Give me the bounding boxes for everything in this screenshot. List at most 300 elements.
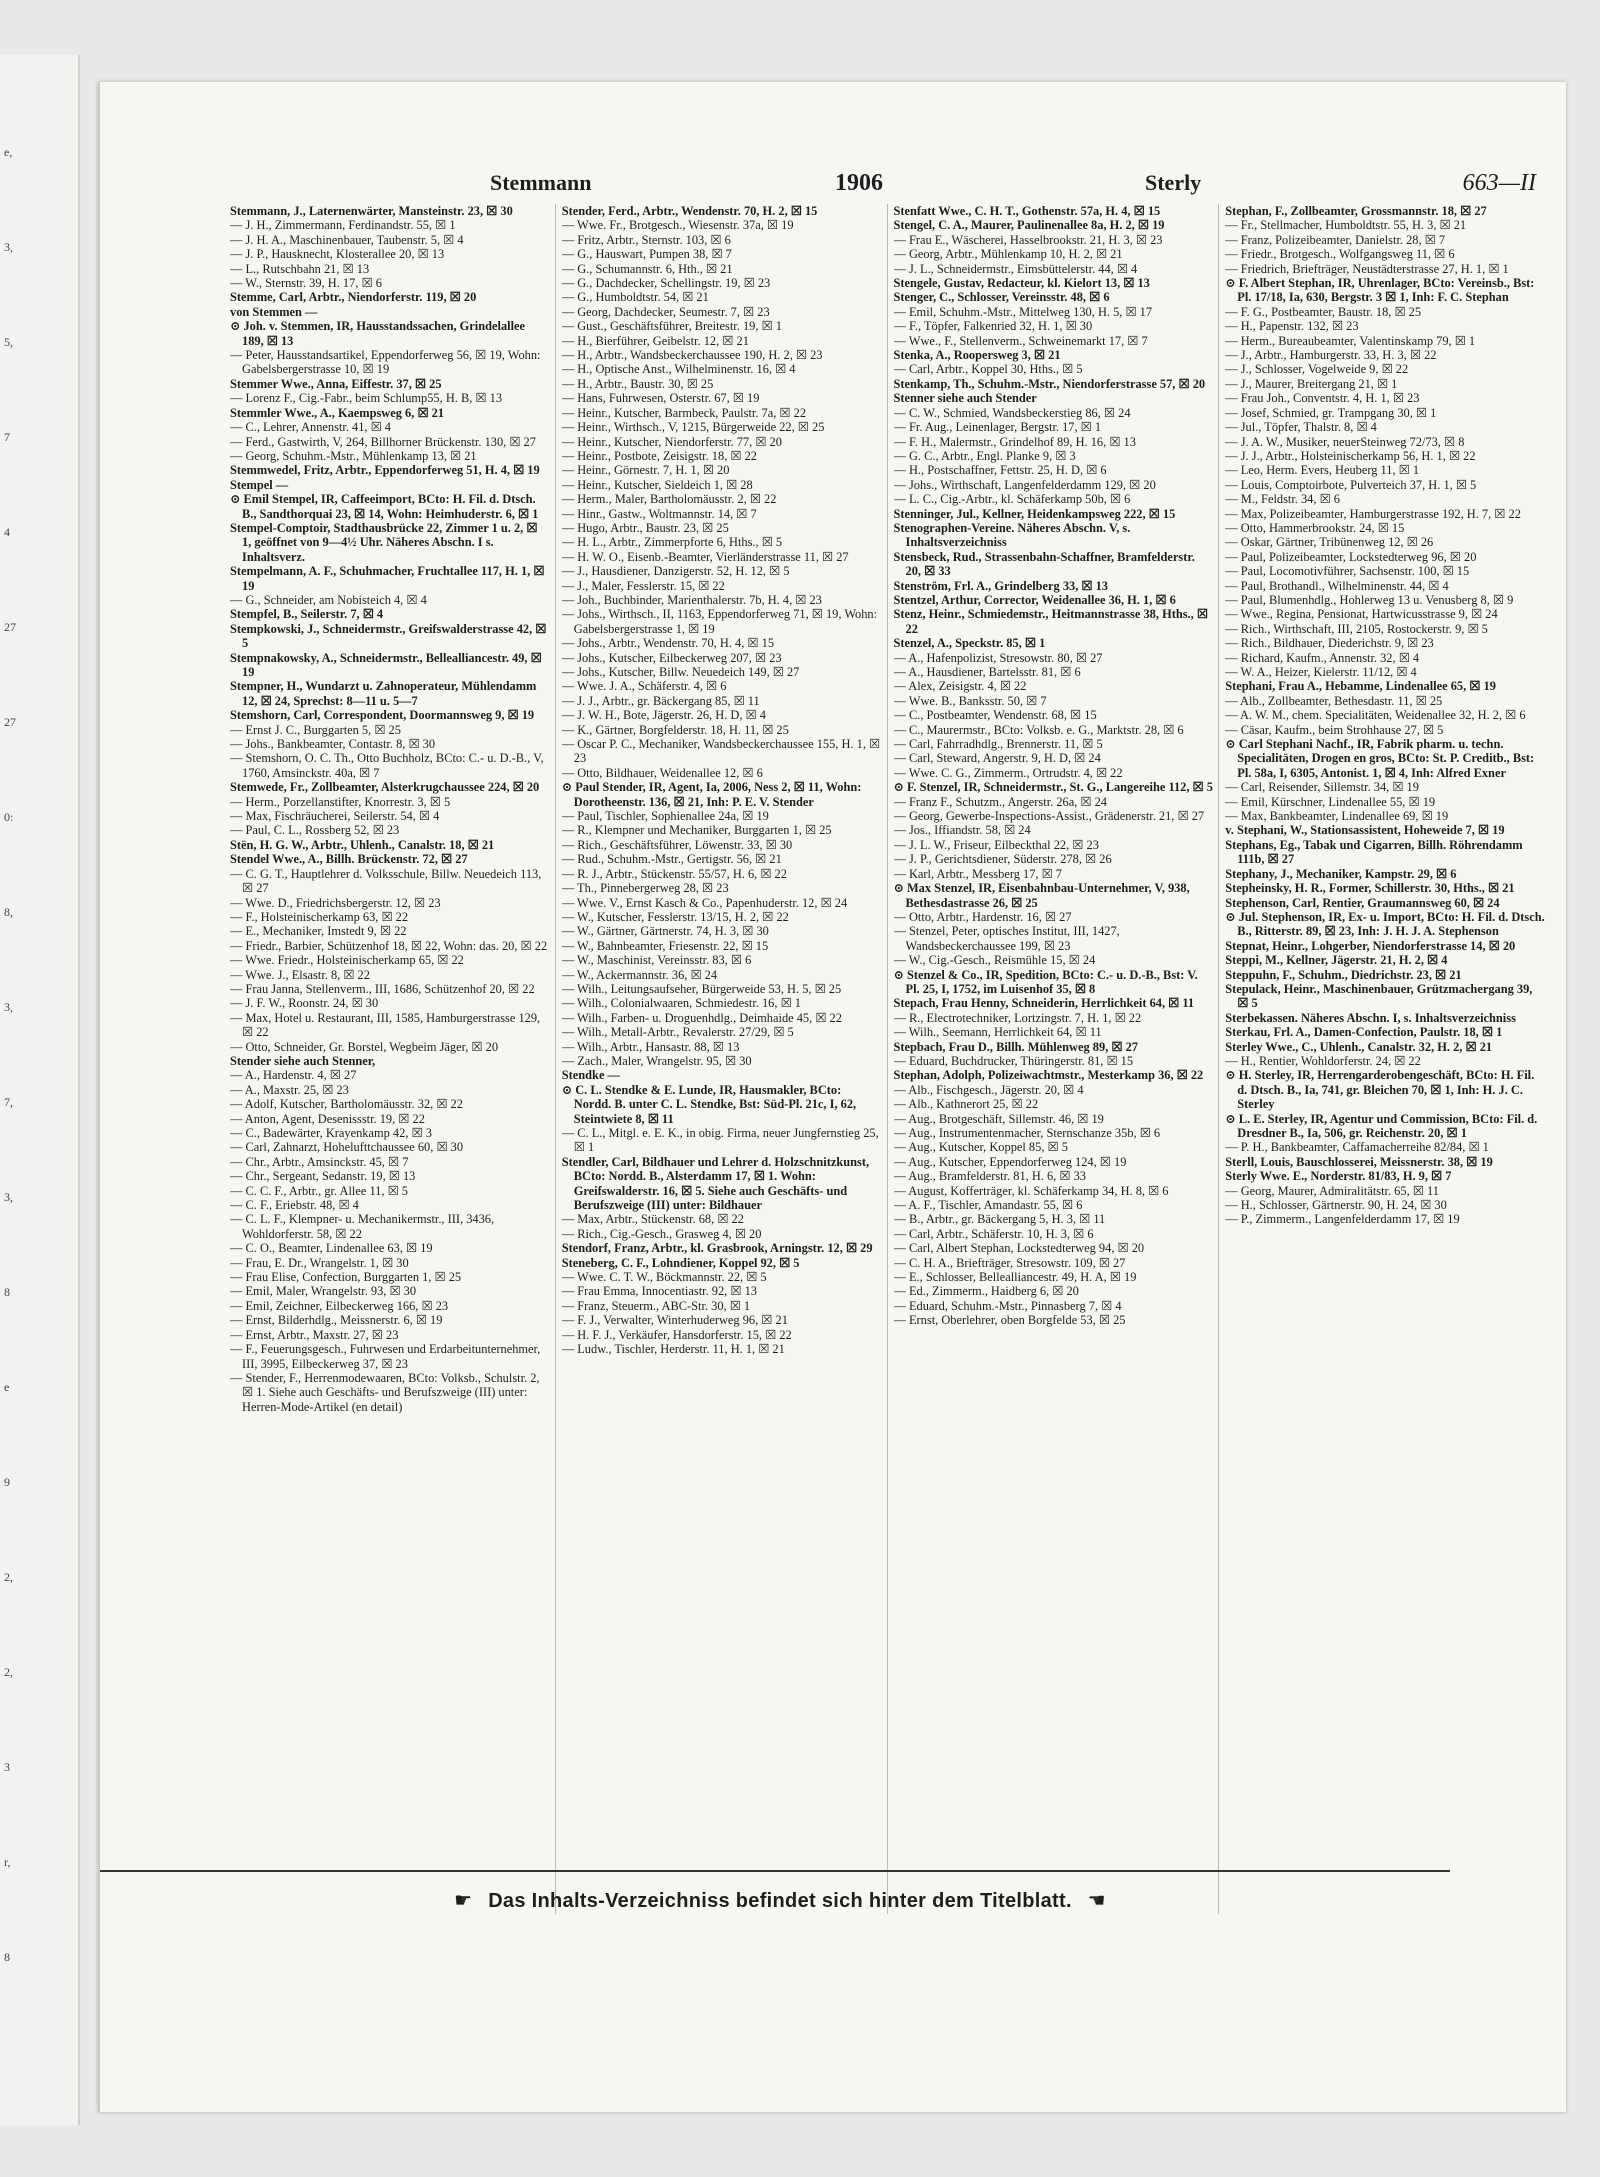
directory-entry: — F., Holsteinischerkamp 63, ☒ 22	[230, 909, 409, 924]
directory-entry: — Louis, Comptoirbote, Pulverteich 37, H. 1, ☒ 5	[1225, 477, 1477, 492]
directory-entry: Sterly Wwe. E., Norderstr. 81/83, H. 9, ☒ 7	[1225, 1169, 1452, 1184]
directory-entry: — Max, Fischräucherei, Seilerstr. 54, ☒ 4	[230, 809, 440, 824]
directory-entry: — Wwe. Fr., Brotgesch., Wiesenstr. 37a, ☒ 19	[561, 218, 794, 233]
directory-entry: — Aug., Bramfelderstr. 81, H. 6, ☒ 33	[893, 1169, 1086, 1184]
directory-entry: — Alb., Fischgesch., Jägerstr. 20, ☒ 4	[893, 1082, 1084, 1097]
adjacent-page-fragment: 3,	[4, 1190, 13, 1204]
directory-entry: ⊙ Jul. Stephenson, IR, Ex- u. Import, BCto: H. Fil. d. Dtsch. B., Ritterstr. 89, ☒ 23, Inh: J. H. J. A. Stephenson	[1225, 909, 1545, 939]
directory-entry: — A., Hafenpolizist, Stresowstr. 80, ☒ 27	[893, 650, 1103, 665]
directory-entry: — Friedr., Brotgesch., Wolfgangsweg 11, ☒ 6	[1225, 247, 1455, 262]
directory-entry: — Carl, Albert Stephan, Lockstedterweg 94, ☒ 20	[893, 1241, 1145, 1256]
directory-entry: — Georg, Gewerbe-Inspections-Assist., Grädenerstr. 21, ☒ 27	[893, 809, 1205, 824]
directory-entry: — F., Feuerungsgesch., Fuhrwesen und Erdarbeitunternehmer, III, 3995, Eilbeckerweg 37, ☒ 23	[230, 1342, 541, 1371]
adjacent-page-strip	[0, 55, 80, 2125]
directory-entry: — Ed., Zimmerm., Haidberg 6, ☒ 20	[893, 1284, 1079, 1299]
footer-note	[330, 1888, 1230, 1913]
directory-entry: — M., Feldstr. 34, ☒ 6	[1225, 492, 1340, 507]
directory-entry: — Carl, Steward, Angerstr. 9, H. D, ☒ 24	[893, 751, 1101, 766]
adjacent-page-fragment: r,	[4, 1855, 11, 1869]
directory-entry: Stendke —	[561, 1068, 620, 1083]
directory-entry: — Wwe. D., Friedrichsbergerstr. 12, ☒ 23	[230, 895, 441, 910]
adjacent-page-fragment: 2,	[4, 1665, 13, 1679]
directory-entry: — Frau Elise, Confection, Burggarten 1, ☒ 25	[230, 1270, 462, 1285]
directory-entry: Stemmwedel, Fritz, Arbtr., Eppendorferweg 51, H. 4, ☒ 19	[230, 463, 540, 478]
header-right-keyword: Sterly	[1145, 170, 1202, 195]
directory-entry: — J. J., Arbtr., gr. Bäckergang 85, ☒ 11	[561, 693, 760, 708]
header-left-keyword: Stemmann	[490, 170, 592, 195]
directory-entry: — Wilh., Colonialwaaren, Schmiedestr. 16, ☒ 1	[561, 996, 801, 1011]
directory-entry: — Johs., Arbtr., Wendenstr. 70, H. 4, ☒ 15	[561, 636, 775, 651]
directory-entry: — H., Bierführer, Geibelstr. 12, ☒ 21	[561, 333, 749, 348]
directory-entry: — C., Postbeamter, Wendenstr. 68, ☒ 15	[893, 708, 1097, 723]
directory-entry: ⊙ Carl Stephani Nachf., IR, Fabrik pharm. u. techn. Specialitäten, Drogen en gros, BCto: St. P. Creditb., Bst: Pl. 58a, I, 6305, Antonist. 1, ☒ 4, Inh: Alfred Exner	[1225, 737, 1535, 780]
directory-entry: — Max, Arbtr., Stückenstr. 68, ☒ 22	[561, 1212, 744, 1227]
directory-entry: Stemmler Wwe., A., Kaempsweg 6, ☒ 21	[230, 405, 445, 420]
directory-entry: — Karl, Arbtr., Messberg 17, ☒ 7	[893, 866, 1063, 881]
directory-entry: Sterley Wwe., C., Uhlenh., Canalstr. 32, H. 2, ☒ 21	[1225, 1039, 1493, 1054]
directory-entry: — J., Arbtr., Hamburgerstr. 33, H. 3, ☒ 22	[1225, 348, 1437, 363]
directory-entry: — Aug., Instrumentenmacher, Sternschanze 35b, ☒ 6	[893, 1126, 1161, 1140]
directory-entry: — Paul, Locomotivführer, Sachsenstr. 100, ☒ 15	[1225, 564, 1470, 579]
directory-entry: ⊙ Joh. v. Stemmen, IR, Hausstandssachen, Grindelallee 189, ☒ 13	[230, 319, 526, 348]
directory-entry: — J. P., Hausknecht, Klosterallee 20, ☒ 13	[230, 247, 445, 262]
directory-entry: — Wwe. J., Elsastr. 8, ☒ 22	[230, 967, 370, 982]
directory-entry: — Otto, Schneider, Gr. Borstel, Wegbeim Jäger, ☒ 20	[230, 1039, 499, 1054]
directory-entry: — Zach., Maler, Wrangelstr. 95, ☒ 30	[561, 1053, 752, 1068]
adjacent-page-fragment: 3,	[4, 240, 13, 254]
directory-entry: Stephan, F., Zollbeamter, Grossmannstr. 18, ☒ 27	[1225, 204, 1487, 218]
directory-entry: — J., Hausdiener, Danzigerstr. 52, H. 12, ☒ 5	[561, 564, 790, 579]
directory-entry: — Georg, Maurer, Admiralitätstr. 65, ☒ 11	[1225, 1183, 1439, 1198]
directory-entry: Stempel —	[230, 477, 289, 492]
directory-entry: — J. A. W., Musiker, neuerSteinweg 72/73, ☒ 8	[1225, 434, 1465, 449]
directory-entry: Stenzel, A., Speckstr. 85, ☒ 1	[893, 636, 1046, 651]
directory-entry: — Eduard, Schuhm.-Mstr., Pinnasberg 7, ☒ 4	[893, 1298, 1122, 1313]
directory-entry: — J., Schlosser, Vogelweide 9, ☒ 22	[1225, 362, 1409, 377]
directory-entry: — F. H., Malermstr., Grindelhof 89, H. 16, ☒ 13	[893, 434, 1136, 449]
directory-entry: — Hans, Fuhrwesen, Osterstr. 67, ☒ 19	[561, 391, 760, 406]
directory-entry: — P., Zimmerm., Langenfelderdamm 17, ☒ 19	[1225, 1212, 1460, 1227]
directory-entry: — E., Mechaniker, Imstedt 9, ☒ 22	[230, 924, 407, 939]
directory-entry: Stentzel, Arthur, Corrector, Weidenallee 36, H. 1, ☒ 6	[893, 592, 1176, 607]
directory-entry: Stender siehe auch Stenner,	[230, 1053, 376, 1068]
directory-entry: — Jul., Töpfer, Thalstr. 8, ☒ 4	[1225, 420, 1377, 435]
directory-entry: — W., Ackermannstr. 36, ☒ 24	[561, 967, 718, 982]
directory-entry: — J. L. W., Friseur, Eilbeckthal 22, ☒ 23	[893, 837, 1099, 852]
directory-entry: — Leo, Herm. Evers, Heuberg 11, ☒ 1	[1225, 463, 1420, 478]
directory-entry: — Johs., Bankbeamter, Contastr. 8, ☒ 30	[230, 737, 436, 752]
directory-entry: — Wilh., Leitungsaufseher, Bürgerweide 53, H. 5, ☒ 25	[561, 981, 842, 996]
directory-page	[98, 82, 1566, 2112]
directory-entry: — Max, Bankbeamter, Lindenallee 69, ☒ 19	[1225, 809, 1449, 824]
directory-entry: — Paul, Brothandl., Wilhelminenstr. 44, ☒ 4	[1225, 578, 1449, 593]
directory-entry: ⊙ Emil Stempel, IR, Caffeeimport, BCto: H. Fil. d. Dtsch. B., Sandthorquai 23, ☒ 14, Wohn: Heimhuderstr. 6, ☒ 1	[230, 492, 539, 521]
directory-entry: — Alex, Zeisigstr. 4, ☒ 22	[893, 679, 1027, 694]
directory-entry: — Franz F., Schutzm., Angerstr. 26a, ☒ 24	[893, 794, 1108, 809]
directory-entry: Stenninger, Jul., Kellner, Heidenkampsweg 222, ☒ 15	[893, 506, 1176, 521]
adjacent-page-fragment: 4	[4, 525, 10, 539]
pointing-hand-right-icon: ☚	[1087, 1890, 1106, 1912]
directory-entry: — W., Bahnbeamter, Friesenstr. 22, ☒ 15	[561, 938, 769, 953]
directory-entry: — W., Maschinist, Vereinsstr. 83, ☒ 6	[561, 953, 752, 968]
directory-entry: — Wwe. B., Banksstr. 50, ☒ 7	[893, 693, 1047, 708]
directory-entry: — W., Gärtner, Gärtnerstr. 74, H. 3, ☒ 30	[561, 924, 769, 939]
directory-entry: — J. L., Schneidermstr., Eimsbüttelerstr. 44, ☒ 4	[893, 261, 1138, 276]
directory-entry: — K., Gärtner, Borgfelderstr. 18, H. 11, ☒ 25	[561, 722, 789, 737]
directory-entry: — Ernst, Arbtr., Maxstr. 27, ☒ 23	[230, 1327, 399, 1342]
directory-entry: — C., Maurermstr., BCto: Volksb. e. G., Marktstr. 28, ☒ 6	[893, 722, 1184, 737]
directory-entry: — Th., Pinnebergerweg 28, ☒ 23	[561, 881, 729, 896]
directory-entry: — Friedrich, Briefträger, Neustädterstrasse 27, H. 1, ☒ 1	[1225, 261, 1509, 276]
directory-entry: — Peter, Hausstandsartikel, Eppendorferweg 56, ☒ 19, Wohn: Gabelsbergerstrasse 10, ☒ 19	[230, 348, 541, 377]
directory-entry: — Max, Polizeibeamter, Hamburgerstrasse 192, H. 7, ☒ 22	[1225, 506, 1521, 521]
directory-entry: Stephani, Frau A., Hebamme, Lindenallee 65, ☒ 19	[1225, 679, 1496, 694]
directory-entry: — Johs., Wirthsch., II, 1163, Eppendorferweg 71, ☒ 19, Wohn: Gabelsbergerstrasse 1, ☒ 19	[561, 607, 878, 636]
directory-entry: — Paul, Tischler, Sophienallee 24a, ☒ 19	[561, 809, 769, 824]
directory-entry: — W., Cig.-Gesch., Reismühle 15, ☒ 24	[893, 953, 1096, 968]
adjacent-page-fragment: e	[4, 1380, 10, 1394]
directory-entry: — Frau E., Wäscherei, Hasselbrookstr. 21, H. 3, ☒ 23	[893, 232, 1163, 247]
directory-entry: — P. H., Bankbeamter, Caffamacherreihe 82/84, ☒ 1	[1225, 1140, 1489, 1155]
directory-entry: Sterkau, Frl. A., Damen-Confection, Paulstr. 18, ☒ 1	[1225, 1025, 1503, 1040]
directory-entry: Stempel-Comptoir, Stadthausbrücke 22, Zimmer 1 u. 2, ☒ 1, geöffnet von 9—4½ Uhr. Näheres Abschn. I s. Inhaltsverz.	[230, 520, 538, 564]
column-1	[230, 204, 556, 1914]
directory-entry: — Chr., Sergeant, Sedanstr. 19, ☒ 13	[230, 1169, 416, 1184]
directory-entry: — Heinr., Wirthsch., V, 1215, Bürgerweide 22, ☒ 25	[561, 420, 825, 435]
directory-entry: — F., Töpfer, Falkenried 32, H. 1, ☒ 30	[893, 319, 1093, 334]
directory-entry: — W. A., Heizer, Kielerstr. 11/12, ☒ 4	[1225, 665, 1417, 679]
directory-entry: — Wwe., Regina, Pensionat, Hartwicusstrasse 9, ☒ 24	[1225, 607, 1498, 622]
column-2	[562, 204, 888, 1914]
directory-entry: Stenographen-Vereine. Näheres Abschn. V, s. Inhaltsverzeichniss	[893, 520, 1131, 550]
directory-entry: — C., Badewärter, Krayenkamp 42, ☒ 3	[230, 1126, 432, 1140]
column-4	[1225, 204, 1550, 1914]
adjacent-page-fragment: 3,	[4, 1000, 13, 1014]
directory-entry: Stepheinsky, H. R., Former, Schillerstr. 30, Hths., ☒ 21	[1225, 881, 1515, 896]
directory-entry: — G., Hauswart, Pumpen 38, ☒ 7	[561, 247, 732, 262]
directory-entry: Stemmer Wwe., Anna, Eiffestr. 37, ☒ 25	[230, 376, 442, 391]
directory-entry: — Oskar, Gärtner, Tribünenweg 12, ☒ 26	[1225, 535, 1434, 550]
directory-entry: Stepulack, Heinr., Maschinenbauer, Grützmachergang 39, ☒ 5	[1225, 981, 1533, 1011]
directory-entry: — Fr., Stellmacher, Humboldtstr. 55, H. 3, ☒ 21	[1225, 218, 1467, 233]
directory-entry: — Joh., Buchbinder, Marienthalerstr. 7b, H. 4, ☒ 23	[561, 592, 822, 607]
directory-entry: — J. H. A., Maschinenbauer, Taubenstr. 5, ☒ 4	[230, 232, 464, 247]
directory-entry: ⊙ C. L. Stendke & E. Lunde, IR, Hausmakler, BCto: Nordd. B. unter C. L. Stendke, Bst: Süd-Pl. 21c, I, 62, Steintwiete 8, ☒ 11	[561, 1082, 857, 1126]
directory-entry: — Frau Emma, Innocentiastr. 92, ☒ 13	[561, 1284, 757, 1299]
directory-entry: — C. L. F., Klempner- u. Mechanikermstr., III, 3436, Wohldorferstr. 58, ☒ 22	[230, 1212, 495, 1241]
directory-entry: — Aug., Kutscher, Eppendorferweg 124, ☒ 19	[893, 1154, 1127, 1169]
directory-entry: v. Stephani, W., Stationsassistent, Hoheweide 7, ☒ 19	[1225, 823, 1505, 838]
directory-entry: Steppuhn, F., Schuhm., Diedrichstr. 23, ☒ 21	[1225, 967, 1462, 982]
directory-entry: Stephany, J., Mechaniker, Kampstr. 29, ☒ 6	[1225, 866, 1457, 881]
directory-entry: ⊙ Max Stenzel, IR, Eisenbahnbau-Unternehmer, V, 938, Bethesdastrasse 26, ☒ 25	[893, 881, 1190, 910]
directory-entry: — Georg, Arbtr., Mühlenkamp 10, H. 2, ☒ 21	[893, 247, 1123, 262]
adjacent-page-fragment: 3	[4, 1760, 10, 1774]
directory-entry: — J., Maler, Fesslerstr. 15, ☒ 22	[561, 578, 725, 593]
directory-entry: — Otto, Hammerbrookstr. 24, ☒ 15	[1225, 520, 1405, 535]
directory-entry: — Carl, Reisender, Sillemstr. 34, ☒ 19	[1225, 780, 1419, 795]
directory-entry: — G., Dachdecker, Schellingstr. 19, ☒ 23	[561, 276, 771, 291]
directory-entry: Stenz, Heinr., Schmiedemstr., Heitmannstrasse 38, Hths., ☒ 22	[893, 607, 1208, 636]
directory-entry: — Franz, Steuerm., ABC-Str. 30, ☒ 1	[561, 1298, 751, 1313]
adjacent-page-fragment: 8,	[4, 905, 13, 919]
directory-entry: — Jos., Iffiandstr. 58, ☒ 24	[893, 823, 1031, 838]
directory-entry: — Heinr., Görnestr. 7, H. 1, ☒ 20	[561, 463, 730, 478]
directory-entry: Stephan, Adolph, Polizeiwachtmstr., Mesterkamp 36, ☒ 22	[893, 1068, 1204, 1083]
directory-entry: — Ernst, Oberlehrer, oben Borgfelde 53, ☒ 25	[893, 1313, 1126, 1328]
directory-entry: — Paul, Blumenhdlg., Hohlerweg 13 u. Venusberg 8, ☒ 9	[1225, 592, 1514, 607]
directory-entry: — Franz, Polizeibeamter, Danielstr. 28, ☒ 7	[1225, 232, 1446, 247]
directory-entry: — Ernst J. C., Burggarten 5, ☒ 25	[230, 722, 401, 737]
directory-entry: — Lorenz F., Cig.-Fabr., beim Schlump55, H. B, ☒ 13	[230, 391, 503, 406]
directory-entry: — C. C. F., Arbtr., gr. Allee 11, ☒ 5	[230, 1183, 408, 1198]
directory-entry: — A. W. M., chem. Specialitäten, Weidenallee 32, H. 2, ☒ 6	[1225, 708, 1526, 723]
directory-entry: Stempkowski, J., Schneidermstr., Greifswalderstrasse 42, ☒ 5	[230, 621, 547, 651]
directory-entry: — Herm., Bureaubeamter, Valentinskamp 79, ☒ 1	[1225, 333, 1476, 348]
directory-entry: Stenger, C., Schlosser, Vereinsstr. 48, ☒ 6	[893, 290, 1110, 305]
directory-entry: — Hinr., Gastw., Woltmannstr. 14, ☒ 7	[561, 506, 757, 521]
directory-entry: — Georg, Schuhm.-Mstr., Mühlenkamp 13, ☒ 21	[230, 448, 477, 463]
directory-entry: — C. F., Eriebstr. 48, ☒ 4	[230, 1198, 359, 1213]
directory-entry: — Richard, Kaufm., Annenstr. 32, ☒ 4	[1225, 650, 1420, 665]
directory-entry: — J. P., Gerichtsdiener, Süderstr. 278, ☒ 26	[893, 852, 1112, 867]
directory-entry: — G., Schumannstr. 6, Hth., ☒ 21	[561, 261, 733, 276]
directory-entry: — J. H., Zimmermann, Ferdinandstr. 55, ☒ 1	[230, 218, 456, 233]
directory-entry: — H. W. O., Eisenb.-Beamter, Vierländerstrasse 11, ☒ 27	[561, 549, 849, 564]
directory-entry: — Wwe. C. G., Zimmerm., Ortrudstr. 4, ☒ 22	[893, 765, 1123, 780]
directory-entry: — Frau, E. Dr., Wrangelstr. 1, ☒ 30	[230, 1255, 409, 1270]
directory-entry: Stempnakowsky, A., Schneidermstr., Bellealliancestr. 49, ☒ 19	[230, 650, 542, 679]
directory-entry: — Eduard, Buchdrucker, Thüringerstr. 81, ☒ 15	[893, 1053, 1134, 1068]
directory-entry: — C. H. A., Briefträger, Stresowstr. 109, ☒ 27	[893, 1255, 1126, 1270]
directory-entry: Stën, H. G. W., Arbtr., Uhlenh., Canalstr. 18, ☒ 21	[230, 837, 495, 852]
directory-entry: — A. F., Tischler, Amandastr. 55, ☒ 6	[893, 1198, 1083, 1213]
directory-entry: — Stemshorn, O. C. Th., Otto Buchholz, BCto: C.- u. D.-B., V, 1760, Amsinckstr. 40a, ☒ 7	[230, 751, 544, 780]
directory-entry: — Aug., Brotgeschäft, Sillemstr. 46, ☒ 19	[893, 1111, 1104, 1126]
directory-entry: — C. O., Beamter, Lindenallee 63, ☒ 19	[230, 1241, 433, 1256]
directory-entry: — H., Schlosser, Gärtnerstr. 90, H. 24, ☒ 30	[1225, 1198, 1447, 1213]
directory-entry: — R., Klempner und Mechaniker, Burggarten 1, ☒ 25	[561, 823, 832, 838]
directory-entry: — A., Maxstr. 25, ☒ 23	[230, 1082, 349, 1097]
directory-entry: ⊙ F. Albert Stephan, IR, Uhrenlager, BCto: Vereinsb., Bst: Pl. 17/18, Ia, 630, Bergstr. 3 ☒ 1, Inh: F. C. Stephan	[1225, 276, 1535, 305]
directory-entry: Stengele, Gustav, Redacteur, kl. Kielort 13, ☒ 13	[893, 276, 1150, 291]
directory-entry: — Wwe. J. A., Schäferstr. 4, ☒ 6	[561, 679, 727, 694]
directory-entry: — Ernst, Bilderhdlg., Meissnerstr. 6, ☒ 19	[230, 1313, 443, 1328]
directory-entry: — Heinr., Postbote, Zeisigstr. 18, ☒ 22	[561, 448, 757, 463]
adjacent-page-fragment: 27	[4, 620, 16, 634]
adjacent-page-fragment: 7	[4, 430, 10, 444]
directory-entry: von Stemmen —	[230, 304, 318, 319]
adjacent-page-fragment: 5,	[4, 335, 13, 349]
directory-entry: — F. G., Postbeamter, Baustr. 18, ☒ 25	[1225, 304, 1422, 319]
directory-entry: — Max, Hotel u. Restaurant, III, 1585, Hamburgerstrasse 129, ☒ 22	[230, 1010, 541, 1040]
directory-entry: — Carl, Arbtr., Koppel 30, Hths., ☒ 5	[893, 362, 1083, 377]
directory-entry: — Adolf, Kutscher, Bartholomäusstr. 32, ☒ 22	[230, 1097, 463, 1112]
directory-entry: Stender, Ferd., Arbtr., Wendenstr. 70, H. 2, ☒ 15	[561, 204, 818, 218]
directory-entry: Stemshorn, Carl, Correspondent, Doormannsweg 9, ☒ 19	[230, 708, 535, 723]
directory-entry: — Stenzel, Peter, optisches Institut, III, 1427, Wandsbeckerchaussee 199, ☒ 23	[893, 924, 1120, 953]
directory-entry: — Aug., Kutscher, Koppel 85, ☒ 5	[893, 1140, 1068, 1155]
directory-entry: — Rich., Geschäftsführer, Löwenstr. 33, ☒ 30	[561, 837, 793, 852]
directory-entry: — Carl, Fahrradhdlg., Brennerstr. 11, ☒ 5	[893, 737, 1103, 752]
directory-entry: — G. C., Arbtr., Engl. Planke 9, ☒ 3	[893, 448, 1076, 463]
directory-entry: — Hugo, Arbtr., Baustr. 23, ☒ 25	[561, 520, 729, 535]
directory-entry: — H., Arbtr., Baustr. 30, ☒ 25	[561, 376, 714, 391]
adjacent-page-fragment: e,	[4, 145, 13, 159]
directory-entry: — L. C., Cig.-Arbtr., kl. Schäferkamp 50b, ☒ 6	[893, 492, 1131, 507]
column-3	[894, 204, 1220, 1914]
directory-entry: — Johs., Kutscher, Billw. Neuedeich 149, ☒ 27	[561, 665, 800, 679]
directory-entry: — Johs., Wirthschaft, Langenfelderdamm 129, ☒ 20	[893, 477, 1156, 492]
directory-entry: — E., Schlosser, Bellealliancestr. 49, H. A, ☒ 19	[893, 1270, 1137, 1285]
directory-entry: — Alb., Kathnerort 25, ☒ 22	[893, 1097, 1039, 1112]
directory-entry: — Otto, Arbtr., Hardenstr. 16, ☒ 27	[893, 909, 1072, 924]
directory-entry: — Emil, Zeichner, Eilbeckerweg 166, ☒ 23	[230, 1298, 449, 1313]
directory-entry: — Chr., Arbtr., Amsinckstr. 45, ☒ 7	[230, 1154, 409, 1169]
directory-entry: — R., Electrotechniker, Lortzingstr. 7, H. 1, ☒ 22	[893, 1010, 1142, 1025]
directory-entry: — J. J., Arbtr., Holsteinischerkamp 56, H. 1, ☒ 22	[1225, 448, 1476, 463]
directory-entry: Stendel Wwe., A., Billh. Brückenstr. 72, ☒ 27	[230, 852, 468, 867]
directory-entry: — B., Arbtr., gr. Bäckergang 5, H. 3, ☒ 11	[893, 1212, 1106, 1227]
adjacent-page-fragment: 7,	[4, 1095, 13, 1109]
adjacent-page-fragment: 27	[4, 715, 16, 729]
pointing-hand-left-icon: ☛	[454, 1890, 473, 1912]
directory-entry: Stephenson, Carl, Rentier, Graumannsweg 60, ☒ 24	[1225, 895, 1500, 910]
directory-entry: — Wilh., Farben- u. Droguenhdlg., Deimhaide 45, ☒ 22	[561, 1010, 842, 1025]
directory-entry: — Stender, F., Herrenmodewaaren, BCto: Volksb., Schulstr. 2, ☒ 1. Siehe auch Geschäfts- und Berufszweige (III) unter: Herren-Mode-Artikel (en detail)	[230, 1370, 540, 1414]
adjacent-page-fragment: 2,	[4, 1570, 13, 1584]
directory-entry: — Emil, Schuhm.-Mstr., Mittelweg 130, H. 5, ☒ 17	[893, 304, 1153, 319]
directory-entry: — J., Maurer, Breitergang 21, ☒ 1	[1225, 376, 1398, 391]
directory-entry: — Wwe. C. T. W., Böckmannstr. 22, ☒ 5	[561, 1270, 767, 1285]
directory-entry: — A., Hardenstr. 4, ☒ 27	[230, 1068, 357, 1083]
directory-entry: — F. J., Verwalter, Winterhuderweg 96, ☒ 21	[561, 1313, 788, 1328]
directory-entry: — H., Rentier, Wohldorferstr. 24, ☒ 22	[1225, 1053, 1421, 1068]
directory-entry: — G., Schneider, am Nobisteich 4, ☒ 4	[230, 592, 427, 607]
directory-entry: — H. L., Arbtr., Zimmerpforte 6, Hths., ☒ 5	[561, 535, 783, 550]
directory-entry: — Georg, Dachdecker, Seumestr. 7, ☒ 23	[561, 304, 770, 319]
directory-entry: — A., Hausdiener, Bartelsstr. 81, ☒ 6	[893, 665, 1081, 679]
directory-entry: — Johs., Kutscher, Eilbeckerweg 207, ☒ 23	[561, 650, 782, 665]
directory-entry: — Anton, Agent, Desenissstr. 19, ☒ 22	[230, 1111, 425, 1126]
directory-entry: — Carl, Zahnarzt, Hohelufttchaussee 60, ☒ 30	[230, 1140, 464, 1155]
bottom-rule	[100, 1870, 1450, 1872]
directory-entry: — H., Optische Anst., Wilhelminenstr. 16, ☒ 4	[561, 362, 796, 377]
directory-entry: — W., Kutscher, Fesslerstr. 13/15, H. 2, ☒ 22	[561, 909, 789, 924]
directory-entry: — Oscar P. C., Mechaniker, Wandsbeckerchaussee 155, H. 1, ☒ 23	[561, 737, 881, 766]
directory-entry: — C. W., Schmied, Wandsbeckerstieg 86, ☒ 24	[893, 405, 1131, 420]
directory-entry: — C., Lehrer, Annenstr. 41, ☒ 4	[230, 420, 391, 435]
directory-entry: ⊙ F. Stenzel, IR, Schneidermstr., St. G., Langereihe 112, ☒ 5	[893, 780, 1213, 795]
directory-entry: Stenström, Frl. A., Grindelberg 33, ☒ 13	[893, 578, 1109, 593]
directory-entry: — Herm., Maler, Bartholomäusstr. 2, ☒ 22	[561, 492, 777, 507]
directory-entry: — August, Kofferträger, kl. Schäferkamp 34, H. 8, ☒ 6	[893, 1183, 1169, 1198]
directory-entry: — C. L., Mitgl. e. E. K., in obig. Firma, neuer Jungfernstieg 25, ☒ 1	[561, 1126, 879, 1155]
page-header	[100, 82, 1566, 196]
directory-entry: — R. J., Arbtr., Stückenstr. 55/57, H. 6, ☒ 22	[561, 866, 787, 881]
directory-entry: Stenner siehe auch Stender	[893, 391, 1037, 406]
directory-entry: — Ferd., Gastwirth, V, 264, Billhorner Brückenstr. 130, ☒ 27	[230, 434, 536, 449]
directory-entry: Sterll, Louis, Bauschlosserei, Meissnerstr. 38, ☒ 19	[1225, 1154, 1493, 1169]
directory-entry: — H., Postschaffner, Fettstr. 25, H. D, ☒ 6	[893, 463, 1107, 478]
directory-entry: Stempner, H., Wundarzt u. Zahnoperateur, Mühlendamm 12, ☒ 24, Sprechst: 8—11 u. 5—7	[230, 679, 537, 708]
adjacent-page-fragment: 8	[4, 1950, 10, 1964]
directory-entry: Stengel, C. A., Maurer, Paulinenallee 8a, H. 2, ☒ 19	[893, 218, 1165, 233]
adjacent-page-fragment: 0:	[4, 810, 14, 824]
directory-entry: — Josef, Schmied, gr. Trampgang 30, ☒ 1	[1225, 405, 1437, 420]
directory-entry: Sterbekassen. Näheres Abschn. I, s. Inhaltsverzeichniss	[1225, 1010, 1516, 1025]
directory-entry: — Wwe. V., Ernst Kasch & Co., Papenhuderstr. 12, ☒ 24	[561, 895, 848, 910]
directory-entry: — Frau Joh., Conventstr. 4, H. 1, ☒ 23	[1225, 391, 1420, 406]
directory-entry: — Rich., Cig.-Gesch., Grasweg 4, ☒ 20	[561, 1226, 762, 1241]
directory-entry: — Cäsar, Kaufm., beim Strohhause 27, ☒ 5	[1225, 722, 1444, 737]
directory-entry: — Gust., Geschäftsführer, Breitestr. 19, ☒ 1	[561, 319, 782, 334]
directory-entry: Stempelmann, A. F., Schuhmacher, Fruchtallee 117, H. 1, ☒ 19	[230, 564, 545, 593]
page-number: 663—II	[1462, 170, 1536, 196]
directory-entry: — Heinr., Kutscher, Barmbeck, Paulstr. 7a, ☒ 22	[561, 405, 807, 420]
directory-entry: — Friedr., Barbier, Schützenhof 18, ☒ 22, Wohn: das. 20, ☒ 22	[230, 938, 548, 953]
directory-entry: — W., Sternstr. 39, H. 17, ☒ 6	[230, 276, 382, 291]
directory-entry: — H., Arbtr., Wandsbeckerchaussee 190, H. 2, ☒ 23	[561, 348, 823, 363]
directory-entry: Stemwede, Fr., Zollbeamter, Alsterkrugchaussee 224, ☒ 20	[230, 780, 540, 795]
directory-entry: — Wwe., F., Stellenverm., Schweinemarkt 17, ☒ 7	[893, 333, 1148, 348]
directory-entry: Stemmann, J., Laternenwärter, Mansteinstr. 23, ☒ 30	[230, 204, 513, 218]
directory-entry: Stensbeck, Rud., Strassenbahn-Schaffner, Bramfelderstr. 20, ☒ 33	[893, 549, 1195, 579]
directory-entry: — C. G. T., Hauptlehrer d. Volksschule, Billw. Neuedeich 113, ☒ 27	[230, 866, 542, 896]
directory-entry: — Wilh., Arbtr., Hansastr. 88, ☒ 13	[561, 1039, 740, 1054]
directory-entry: — Otto, Bildhauer, Weidenallee 12, ☒ 6	[561, 765, 763, 780]
directory-entry: Stepnat, Heinr., Lohgerber, Niendorferstrasse 14, ☒ 20	[1225, 938, 1516, 953]
directory-entry: — H., Papenstr. 132, ☒ 23	[1225, 319, 1359, 334]
directory-entry: ⊙ Paul Stender, IR, Agent, Ia, 2006, Ness 2, ☒ 11, Wohn: Dorotheenstr. 136, ☒ 21, Inh: P. E. V. Stender	[561, 780, 862, 809]
directory-entry: — G., Humboldtstr. 54, ☒ 21	[561, 290, 709, 305]
directory-entry: — Wilh., Metall-Arbtr., Revalerstr. 27/29, ☒ 5	[561, 1025, 794, 1040]
footer-text: Das Inhalts-Verzeichniss befindet sich hinter dem Titelblatt.	[488, 1890, 1072, 1912]
entry-columns	[230, 204, 1550, 1914]
directory-entry: Stenkamp, Th., Schuhm.-Mstr., Niendorferstrasse 57, ☒ 20	[893, 376, 1206, 391]
adjacent-page-fragment: 9	[4, 1475, 10, 1489]
directory-entry: — Fr. Aug., Leinenlager, Bergstr. 17, ☒ 1	[893, 420, 1102, 435]
directory-entry: — Carl, Arbtr., Schäferstr. 10, H. 3, ☒ 6	[893, 1226, 1094, 1241]
directory-entry: — J. W. H., Bote, Jägerstr. 26, H. D, ☒ 4	[561, 708, 766, 723]
directory-entry: — Ludw., Tischler, Herderstr. 11, H. 1, ☒ 21	[561, 1342, 785, 1357]
directory-entry: — Wwe. Friedr., Holsteinischerkamp 65, ☒ 22	[230, 953, 464, 968]
directory-entry: — Frau Janna, Stellenverm., III, 1686, Schützenhof 20, ☒ 22	[230, 981, 535, 996]
directory-entry: Stendorf, Franz, Arbtr., kl. Grasbrook, Arningstr. 12, ☒ 29	[561, 1241, 873, 1256]
directory-entry: Stempfel, B., Seilerstr. 7, ☒ 4	[230, 607, 384, 622]
directory-entry: Stepach, Frau Henny, Schneiderin, Herrlichkeit 64, ☒ 11	[893, 996, 1195, 1011]
directory-entry: — H. F. J., Verkäufer, Hansdorferstr. 15, ☒ 22	[561, 1327, 792, 1342]
directory-entry: Stenfatt Wwe., C. H. T., Gothenstr. 57a, H. 4, ☒ 15	[893, 204, 1161, 218]
directory-entry: — Herm., Porzellanstifter, Knorrestr. 3, ☒ 5	[230, 794, 451, 809]
directory-entry: ⊙ Stenzel & Co., IR, Spedition, BCto: C.- u. D.-B., Bst: V. Pl. 25, I, 1752, im Luisenhof 35, ☒ 8	[893, 967, 1198, 996]
directory-entry: Stenka, A., Roopersweg 3, ☒ 21	[893, 348, 1061, 363]
directory-entry: — Fritz, Arbtr., Sternstr. 103, ☒ 6	[561, 232, 731, 247]
directory-entry: — Emil, Maler, Wrangelstr. 93, ☒ 30	[230, 1284, 417, 1299]
directory-entry: Stendler, Carl, Bildhauer und Lehrer d. Holzschnitzkunst, BCto: Nordd. B., Alsterdamm 17, ☒ 1. Wohn: Greifswalderstr. 16, ☒ 5. Siehe auch Geschäfts- und Berufszweige (III) unter: Bildhauer	[561, 1154, 870, 1213]
directory-entry: Stemme, Carl, Arbtr., Niendorferstr. 119, ☒ 20	[230, 290, 477, 305]
directory-entry: Steneberg, C. F., Lohndiener, Koppel 92, ☒ 5	[561, 1255, 800, 1270]
directory-entry: — L., Rutschbahn 21, ☒ 13	[230, 261, 370, 276]
directory-entry: — Paul, C. L., Rossberg 52, ☒ 23	[230, 823, 400, 838]
directory-entry: ⊙ H. Sterley, IR, Herrengarderobengeschäft, BCto: H. Fil. d. Dtsch. B., Ia, 741, gr. Bleichen 70, ☒ 1, Inh: H. J. C. Sterley	[1225, 1068, 1535, 1112]
adjacent-page-fragment: 8	[4, 1285, 10, 1299]
directory-entry: — Wilh., Seemann, Herrlichkeit 64, ☒ 11	[893, 1025, 1102, 1040]
directory-entry: Stepbach, Frau D., Billh. Mühlenweg 89, ☒ 27	[893, 1039, 1138, 1054]
directory-entry: — Alb., Zollbeamter, Bethesdastr. 11, ☒ 25	[1225, 693, 1443, 708]
directory-entry: — Paul, Polizeibeamter, Lockstedterweg 96, ☒ 20	[1225, 549, 1477, 564]
directory-entry: Steppi, M., Kellner, Jägerstr. 21, H. 2, ☒ 4	[1225, 953, 1448, 968]
